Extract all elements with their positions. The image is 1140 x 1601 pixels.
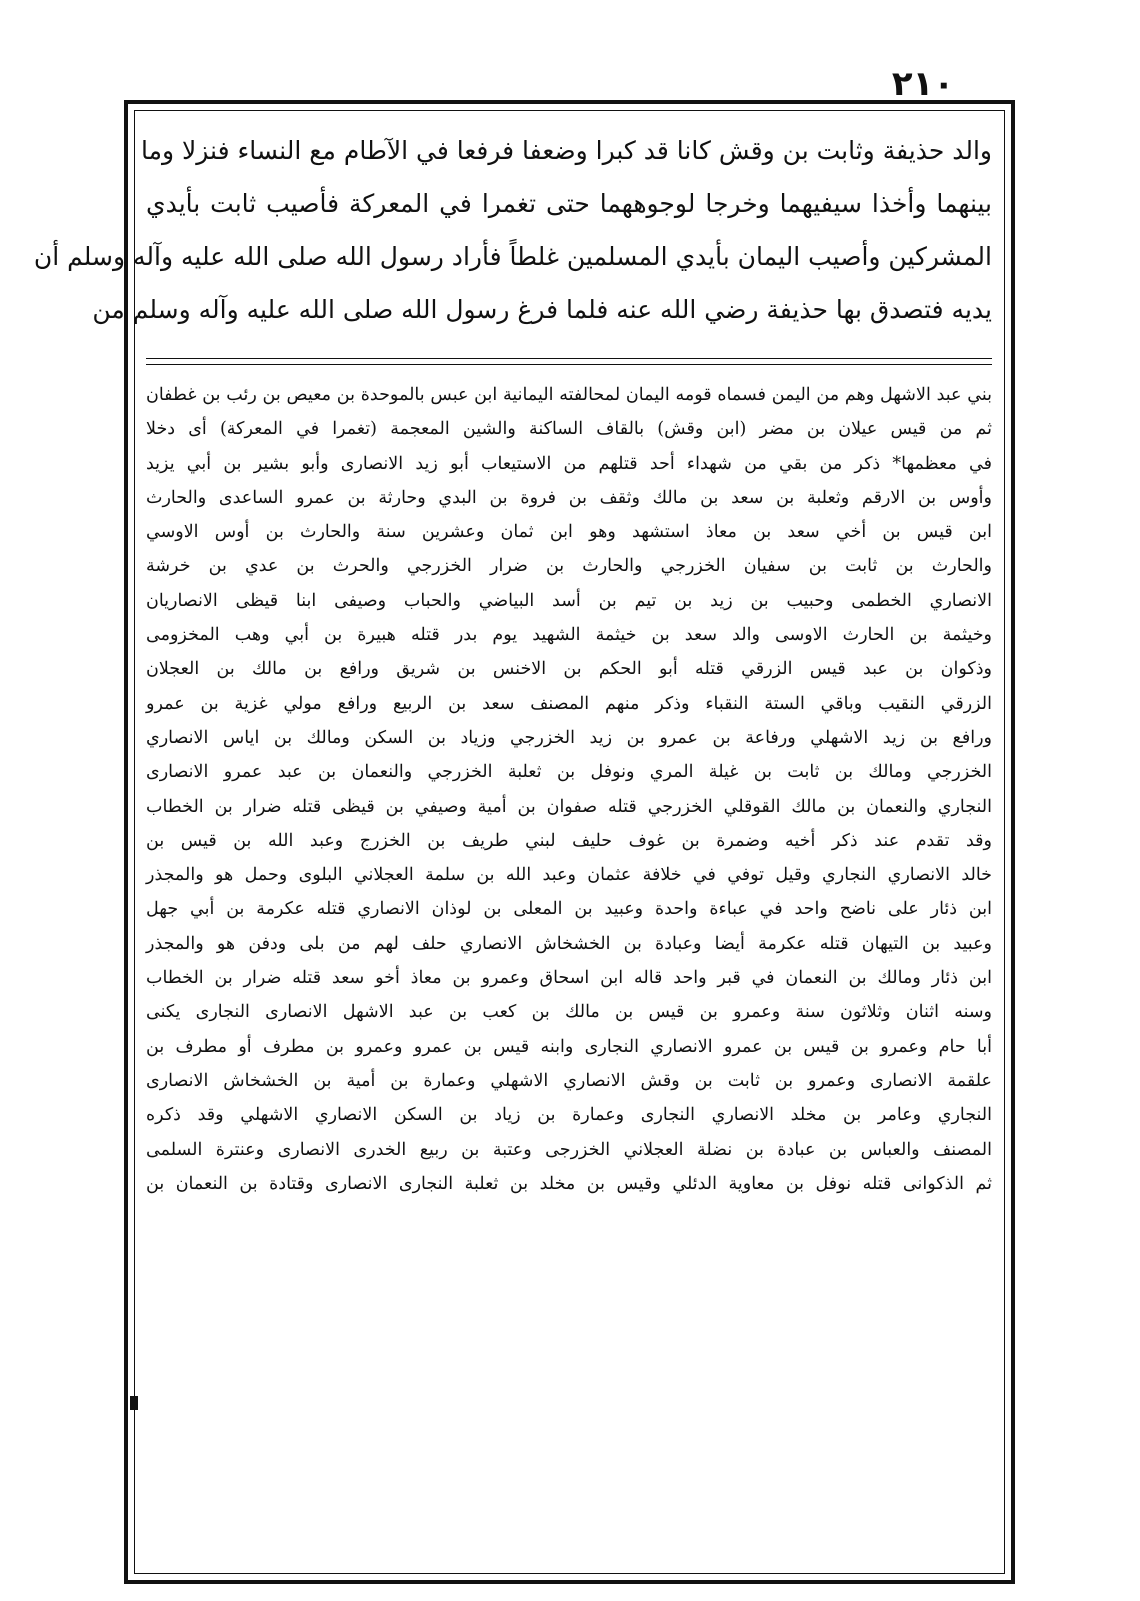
- commentary-line: الزرقي النقيب وباقي الستة النقباء وذكر منهم المصنف سعد بن الربيع ورافع مولي غزية بن عمرو: [146, 693, 992, 714]
- main-text-line: يديه فتصدق بها حذيفة رضي الله عنه فلما فرغ رسول الله صلى الله عليه وآله وسلم من: [92, 295, 992, 324]
- commentary-line: ابن ذئار على ناضح واحد في عباءة واحدة وعبيد بن المعلى بن لوذان الانصاري قتله عكرمة بن أبي جهل: [146, 899, 992, 920]
- main-text-block: [33, 124, 992, 336]
- commentary-line: بني عبد الاشهل وهم من اليمن فسماه قومه اليمان لمحالفته اليمانية ابن عبس بالموحدة بن معيص بن رئب بن غطفان: [146, 385, 992, 405]
- commentary-line: وقد تقدم عند ذكر أخيه وضمرة بن غوف حليف لبني طريف بن الخزرج وعبد الله بن قيس بن: [146, 830, 992, 851]
- commentary-line: النجاري والنعمان بن مالك القوقلي الخزرجي قتله صفوان بن أمية وصيفي بن قيظى قتله ضرار بن الخطاب: [146, 796, 992, 817]
- main-text-line: المشركين وأصيب اليمان بأيدي المسلمين غلطاً فأراد رسول الله صلى الله عليه وآله وسلم أن: [33, 242, 992, 271]
- commentary-block: [146, 378, 992, 1201]
- commentary-line: ابن ذئار ومالك بن النعمان في قبر واحد قاله ابن اسحاق وعمرو بن معاذ أخو سعد قتله ضرار بن الخطاب: [146, 968, 992, 989]
- margin-mark: [130, 1396, 138, 1410]
- commentary-line: ثم من قيس عيلان بن مضر (ابن وقش) بالقاف الساكنة والشين المعجمة (تغمرا في المعركة) أى دخلا: [146, 419, 992, 440]
- section-divider-top: [146, 358, 992, 359]
- section-divider-bottom: [146, 364, 992, 365]
- commentary-line: ثم الذكوانى قتله نوفل بن معاوية الدئلي وقيس بن مخلد بن ثعلبة النجارى الانصارى وقتادة بن النعمان بن: [146, 1173, 992, 1194]
- commentary-line: خالد الانصاري النجاري وقيل توفي في خلافة عثمان وعبد الله بن سلمة العجلاني البلوى وحمل هو والمجذر: [146, 865, 992, 886]
- commentary-line: وعبيد بن التيهان قتله عكرمة أيضا وعبادة بن الخشخاش الانصاري حلف لهم من بلى ودفن هو والمجذر: [146, 933, 992, 954]
- commentary-line: وذكوان بن عبد قيس الزرقي قتله أبو الحكم بن الاخنس بن شريق ورافع بن مالك بن العجلان: [146, 659, 992, 680]
- main-text-line: بينهما وأخذا سيفيهما وخرجا لوجوههما حتى تغمرا في المعركة فأصيب ثابت بأيدي: [146, 189, 992, 218]
- commentary-line: المصنف والعباس بن عبادة بن نضلة العجلاني الخزرجى وعتبة بن ربيع الخدرى الانصارى وعنترة السلمى: [146, 1139, 993, 1160]
- commentary-line: وأوس بن الارقم وثعلبة بن سعد بن مالك وثقف بن فروة بن البدي وحارثة بن عمرو الساعدى والحارث: [146, 487, 992, 508]
- main-text-line: والد حذيفة وثابت بن وقش كانا قد كبرا وضعفا فرفعا في الآطام مع النساء فنزلا وما: [140, 136, 992, 165]
- commentary-line: الانصاري الخطمى وحبيب بن زيد بن تيم بن أسد البياضي والحباب وصيفى ابنا قيظى الانصاريان: [146, 590, 992, 611]
- commentary-line: الخزرجي ومالك بن ثابت بن غيلة المري ونوفل بن ثعلبة الخزرجي والنعمان بن عبد عمرو الانصارى: [146, 762, 992, 783]
- commentary-line: ابن قيس بن أخي سعد بن معاذ استشهد وهو ابن ثمان وعشرين سنة والحارث بن أوس الاوسي: [146, 522, 992, 543]
- commentary-line: أبا حام وعمرو بن قيس بن عمرو الانصاري النجارى وابنه قيس بن عمرو وعمرو بن مطرف أو مطرف بن: [146, 1036, 992, 1057]
- commentary-line: وخيثمة بن الحارث الاوسى والد سعد بن خيثمة الشهيد يوم بدر قتله هبيرة بن أبي وهب المخزومى: [146, 625, 992, 646]
- commentary-line: علقمة الانصارى وعمرو بن ثابت بن وقش الانصاري الاشهلي وعمارة بن أمية بن الخشخاش الانصارى: [146, 1070, 992, 1091]
- commentary-line: النجاري وعامر بن مخلد الانصاري النجارى وعمارة بن زياد بن السكن الانصاري الاشهلي وقد ذكره: [146, 1105, 993, 1126]
- commentary-line: والحارث بن ثابت بن سفيان الخزرجي والحارث بن ضرار الخزرجي والحرث بن عدي بن خرشة: [146, 556, 992, 577]
- commentary-line: ورافع بن زيد الاشهلي ورفاعة بن عمرو بن زيد الخزرجي وزياد بن السكن ومالك بن اياس الانصاري: [146, 727, 992, 748]
- page-number: ٢١٠: [891, 64, 955, 104]
- commentary-line: في معظمها* ذكر من بقي من شهداء أحد قتلهم من الاستيعاب أبو زيد الانصارى وأبو بشير بن أبي يزيد: [146, 453, 992, 474]
- commentary-line: وسنه اثنان وثلاثون سنة وعمرو بن قيس بن مالك بن كعب بن عبد الاشهل الانصارى النجارى يكنى: [146, 1002, 992, 1023]
